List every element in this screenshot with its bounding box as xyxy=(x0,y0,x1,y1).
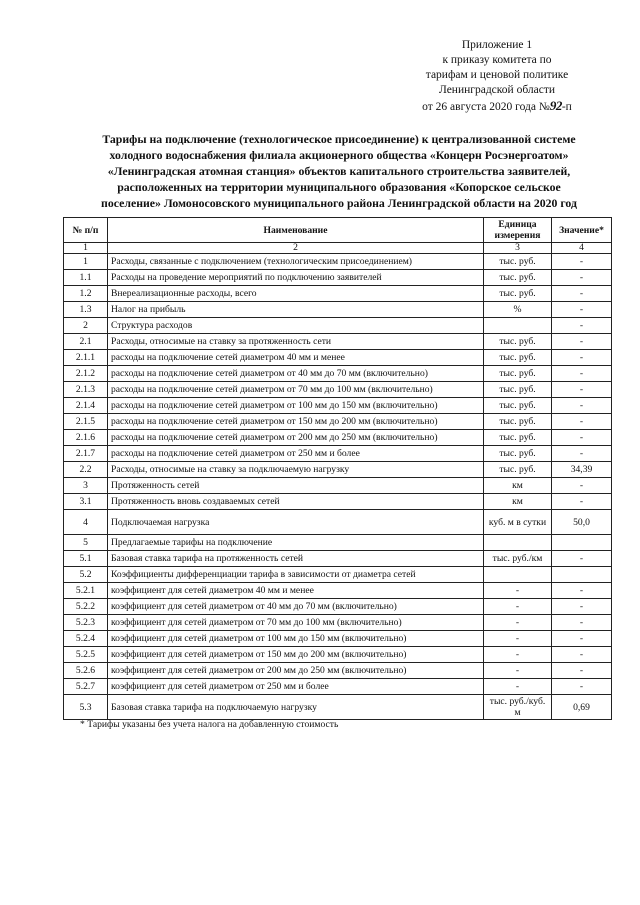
row-number-cell: 2.1.3 xyxy=(64,382,108,398)
table-row xyxy=(64,510,612,535)
row-number-cell: 2.1.4 xyxy=(64,398,108,414)
row-value-cell: - xyxy=(552,430,612,446)
row-name-cell: Базовая ставка тарифа на подключаемую нагрузку xyxy=(108,695,484,720)
column-index: 3 xyxy=(484,243,552,254)
table-row xyxy=(64,551,612,567)
table-body xyxy=(64,254,612,720)
row-number-cell: 1.2 xyxy=(64,286,108,302)
row-value-cell: 0,69 xyxy=(552,695,612,720)
row-unit-cell: тыс. руб. xyxy=(484,270,552,286)
row-value-cell: - xyxy=(552,631,612,647)
row-name-cell: коэффициент для сетей диаметром от 40 мм до 70 мм (включительно) xyxy=(108,599,484,615)
appendix-order-prefix: от 26 августа 2020 года № xyxy=(422,101,550,113)
table-row xyxy=(64,615,612,631)
title-line: поселение» Ломоносовского муниципального района Ленинградской области на 2020 год xyxy=(101,196,577,210)
order-number-handwritten: 92 xyxy=(549,98,562,113)
row-name-cell: коэффициент для сетей диаметром 40 мм и менее xyxy=(108,583,484,599)
row-number-cell: 4 xyxy=(64,510,108,535)
row-unit-cell: тыс. руб. xyxy=(484,430,552,446)
row-value-cell: - xyxy=(552,494,612,510)
row-unit-cell: тыс. руб. xyxy=(484,254,552,270)
row-name-cell: расходы на подключение сетей диаметром от 200 мм до 250 мм (включительно) xyxy=(108,430,484,446)
row-number-cell: 1.3 xyxy=(64,302,108,318)
appendix-line: Приложение 1 xyxy=(461,39,533,51)
row-name-cell: Расходы, относимые на ставку за подключаемую нагрузку xyxy=(108,462,484,478)
row-value-cell: - xyxy=(552,615,612,631)
row-value-cell: - xyxy=(552,414,612,430)
table-row xyxy=(64,334,612,350)
table-row xyxy=(64,414,612,430)
row-name-cell: расходы на подключение сетей диаметром 40 мм и менее xyxy=(108,350,484,366)
row-number-cell: 3.1 xyxy=(64,494,108,510)
row-number-cell: 2.1.7 xyxy=(64,446,108,462)
row-unit-cell: тыс. руб. xyxy=(484,286,552,302)
row-value-cell: - xyxy=(552,350,612,366)
table-row xyxy=(64,478,612,494)
row-unit-cell xyxy=(484,535,552,551)
row-number-cell: 5.2.2 xyxy=(64,599,108,615)
row-unit-cell: тыс. руб. xyxy=(484,382,552,398)
row-name-cell: Структура расходов xyxy=(108,318,484,334)
row-number-cell: 5 xyxy=(64,535,108,551)
row-name-cell: расходы на подключение сетей диаметром от 250 мм и более xyxy=(108,446,484,462)
row-number-cell: 3 xyxy=(64,478,108,494)
table-row xyxy=(64,286,612,302)
row-number-cell: 2.1 xyxy=(64,334,108,350)
table-row xyxy=(64,446,612,462)
row-unit-cell xyxy=(484,567,552,583)
table-row xyxy=(64,318,612,334)
table-row xyxy=(64,567,612,583)
table-row xyxy=(64,462,612,478)
row-number-cell: 2.1.2 xyxy=(64,366,108,382)
row-name-cell: Протяженность вновь создаваемых сетей xyxy=(108,494,484,510)
row-unit-cell: куб. м в сутки xyxy=(484,510,552,535)
table-row xyxy=(64,270,612,286)
row-name-cell: расходы на подключение сетей диаметром от 40 мм до 70 мм (включительно) xyxy=(108,366,484,382)
row-number-cell: 1.1 xyxy=(64,270,108,286)
row-name-cell: Базовая ставка тарифа на протяженность сетей xyxy=(108,551,484,567)
table-row xyxy=(64,350,612,366)
row-number-cell: 2.1.5 xyxy=(64,414,108,430)
row-unit-cell: - xyxy=(484,663,552,679)
table-row xyxy=(64,535,612,551)
row-value-cell xyxy=(552,535,612,551)
column-index-row xyxy=(64,243,612,254)
row-value-cell: - xyxy=(552,366,612,382)
appendix-line: тарифам и ценовой политике xyxy=(425,69,569,81)
row-name-cell: Подключаемая нагрузка xyxy=(108,510,484,535)
footnote: * Тарифы указаны без учета налога на добавленную стоимость xyxy=(80,719,339,730)
row-number-cell: 5.2.4 xyxy=(64,631,108,647)
table-row xyxy=(64,631,612,647)
row-name-cell: расходы на подключение сетей диаметром от 150 мм до 200 мм (включительно) xyxy=(108,414,484,430)
title-line: «Ленинградская атомная станция» объектов капитального строительства заявителей, xyxy=(107,164,571,178)
row-name-cell: коэффициент для сетей диаметром от 100 мм до 150 мм (включительно) xyxy=(108,631,484,647)
row-number-cell: 1 xyxy=(64,254,108,270)
row-number-cell: 5.2.1 xyxy=(64,583,108,599)
row-value-cell: - xyxy=(552,679,612,695)
row-number-cell: 2 xyxy=(64,318,108,334)
table-row xyxy=(64,647,612,663)
table-row xyxy=(64,599,612,615)
row-value-cell: - xyxy=(552,286,612,302)
document-title xyxy=(66,131,612,211)
title-line: Тарифы на подключение (технологическое присоединение) к централизованной системе xyxy=(102,132,576,146)
appendix-line: к приказу комитета по xyxy=(442,54,552,66)
row-number-cell: 5.2.5 xyxy=(64,647,108,663)
row-unit-cell: - xyxy=(484,599,552,615)
row-name-cell: Расходы, связанные с подключением (технологическим присоединением) xyxy=(108,254,484,270)
row-unit-cell: - xyxy=(484,631,552,647)
row-unit-cell: км xyxy=(484,478,552,494)
header-value: Значение* xyxy=(552,218,612,243)
row-unit-cell: - xyxy=(484,583,552,599)
column-index: 4 xyxy=(552,243,612,254)
row-value-cell: - xyxy=(552,551,612,567)
row-number-cell: 2.2 xyxy=(64,462,108,478)
table-row xyxy=(64,382,612,398)
table-row xyxy=(64,663,612,679)
row-name-cell: расходы на подключение сетей диаметром от 100 мм до 150 мм (включительно) xyxy=(108,398,484,414)
row-unit-cell: тыс. руб. xyxy=(484,462,552,478)
row-value-cell: - xyxy=(552,398,612,414)
row-unit-cell: тыс. руб./км xyxy=(484,551,552,567)
row-name-cell: коэффициент для сетей диаметром от 70 мм до 100 мм (включительно) xyxy=(108,615,484,631)
title-line: холодного водоснабжения филиала акционерного общества «Концерн Росэнергоатом» xyxy=(109,148,569,162)
column-index: 1 xyxy=(64,243,108,254)
table-row xyxy=(64,494,612,510)
row-name-cell: Внереализационные расходы, всего xyxy=(108,286,484,302)
header-name: Наименование xyxy=(108,218,484,243)
row-unit-cell: тыс. руб. xyxy=(484,334,552,350)
row-unit-cell: % xyxy=(484,302,552,318)
table-row xyxy=(64,366,612,382)
row-name-cell: Протяженность сетей xyxy=(108,478,484,494)
row-unit-cell: тыс. руб./куб. м xyxy=(484,695,552,720)
column-index: 2 xyxy=(108,243,484,254)
appendix-line: Ленинградской области xyxy=(438,84,556,96)
row-number-cell: 5.2.3 xyxy=(64,615,108,631)
row-number-cell: 2.1.1 xyxy=(64,350,108,366)
title-line: расположенных на территории муниципального образования «Копорское сельское xyxy=(117,180,561,194)
row-number-cell: 2.1.6 xyxy=(64,430,108,446)
row-value-cell: - xyxy=(552,583,612,599)
row-name-cell: Налог на прибыль xyxy=(108,302,484,318)
header-unit: Единица измерения xyxy=(484,218,552,243)
row-name-cell: коэффициент для сетей диаметром от 150 мм до 200 мм (включительно) xyxy=(108,647,484,663)
row-number-cell: 5.2 xyxy=(64,567,108,583)
row-unit-cell: км xyxy=(484,494,552,510)
row-unit-cell xyxy=(484,318,552,334)
row-value-cell xyxy=(552,567,612,583)
row-unit-cell: тыс. руб. xyxy=(484,398,552,414)
row-value-cell: - xyxy=(552,270,612,286)
table-row xyxy=(64,695,612,720)
row-number-cell: 5.2.7 xyxy=(64,679,108,695)
row-value-cell: - xyxy=(552,318,612,334)
row-value-cell: - xyxy=(552,382,612,398)
table-row xyxy=(64,583,612,599)
row-name-cell: коэффициент для сетей диаметром от 200 мм до 250 мм (включительно) xyxy=(108,663,484,679)
table-row xyxy=(64,679,612,695)
row-unit-cell: - xyxy=(484,647,552,663)
row-value-cell: - xyxy=(552,254,612,270)
table-row xyxy=(64,430,612,446)
row-number-cell: 5.1 xyxy=(64,551,108,567)
row-value-cell: - xyxy=(552,663,612,679)
row-unit-cell: тыс. руб. xyxy=(484,446,552,462)
row-name-cell: Расходы на проведение мероприятий по подключению заявителей xyxy=(108,270,484,286)
row-value-cell: - xyxy=(552,302,612,318)
row-value-cell: 50,0 xyxy=(552,510,612,535)
table-row xyxy=(64,398,612,414)
row-unit-cell: тыс. руб. xyxy=(484,350,552,366)
row-number-cell: 5.3 xyxy=(64,695,108,720)
row-name-cell: коэффициент для сетей диаметром от 250 мм и более xyxy=(108,679,484,695)
row-unit-cell: - xyxy=(484,615,552,631)
appendix-order-line xyxy=(392,98,602,115)
row-value-cell: 34,39 xyxy=(552,462,612,478)
table-header-row xyxy=(64,218,612,243)
appendix-order-suffix: -п xyxy=(561,101,572,113)
row-number-cell: 5.2.6 xyxy=(64,663,108,679)
row-name-cell: Расходы, относимые на ставку за протяженность сети xyxy=(108,334,484,350)
table-row xyxy=(64,254,612,270)
row-unit-cell: тыс. руб. xyxy=(484,366,552,382)
tariff-table xyxy=(63,217,612,720)
row-name-cell: Предлагаемые тарифы на подключение xyxy=(108,535,484,551)
row-value-cell: - xyxy=(552,446,612,462)
row-name-cell: расходы на подключение сетей диаметром от 70 мм до 100 мм (включительно) xyxy=(108,382,484,398)
row-name-cell: Коэффициенты дифференциации тарифа в зависимости от диаметра сетей xyxy=(108,567,484,583)
row-value-cell: - xyxy=(552,647,612,663)
header-num: № п/п xyxy=(64,218,108,243)
table-row xyxy=(64,302,612,318)
row-unit-cell: тыс. руб. xyxy=(484,414,552,430)
row-unit-cell: - xyxy=(484,679,552,695)
row-value-cell: - xyxy=(552,478,612,494)
row-value-cell: - xyxy=(552,334,612,350)
appendix-block xyxy=(392,38,602,115)
row-value-cell: - xyxy=(552,599,612,615)
